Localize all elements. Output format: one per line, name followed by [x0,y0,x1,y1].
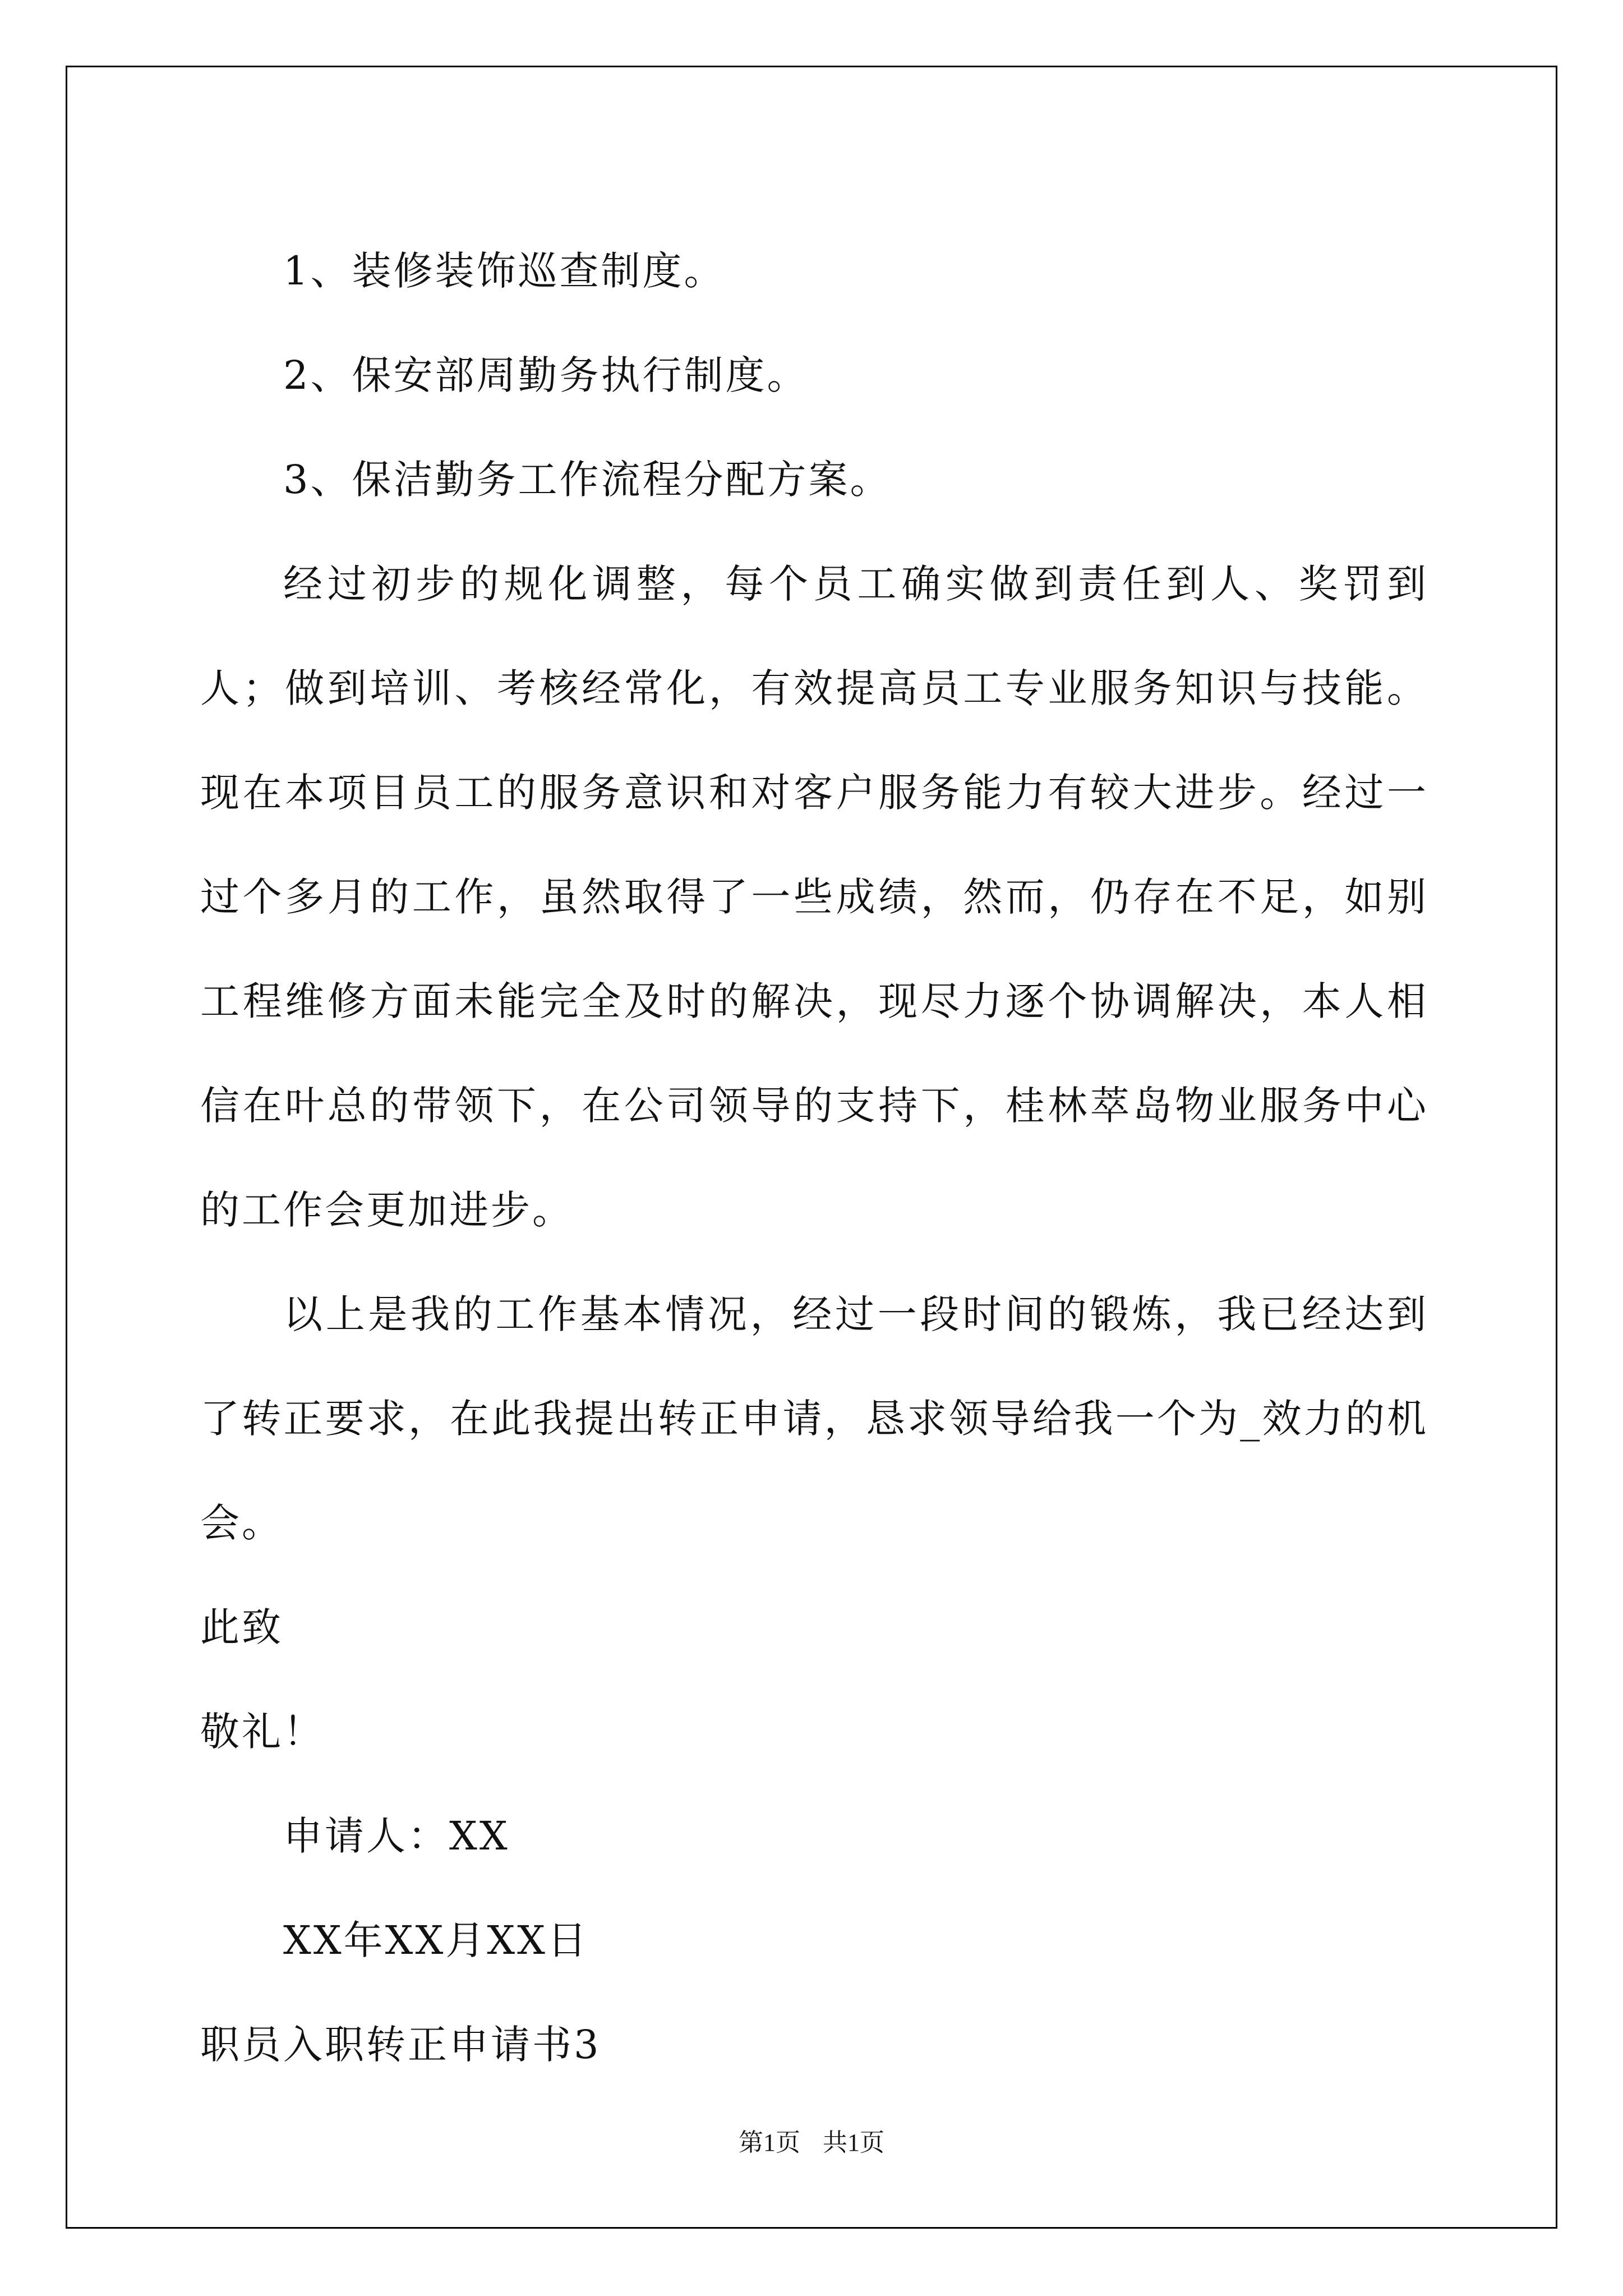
list-item-1: 1、装修装饰巡查制度。 [283,248,726,294]
next-section-title: 职员入职转正申请书3 [200,2022,601,2068]
body-paragraph-request: 以上是我的工作基本情况，经过一段时间的锻炼，我已经达到了转正要求，在此我提出转正申请，恳求领导给我一个为_效力的机会。 [200,1291,1428,1546]
list-item-3: 3、保洁勤务工作流程分配方案。 [283,457,892,503]
signature-date: XX年XX月XX日 [283,1917,589,1963]
closing-regards: 敬礼！ [200,1709,325,1755]
applicant-signature: 申请人：XX [283,1813,510,1859]
page-number: 第1页 [739,2129,800,2156]
list-item-2: 2、保安部周勤务执行制度。 [283,352,809,398]
page-footer [0,2126,1623,2160]
page-total: 共1页 [823,2129,884,2156]
closing-salutation: 此致 [200,1604,283,1650]
document-body [200,219,1428,2097]
body-paragraph-progress: 经过初步的规化调整，每个员工确实做到责任到人、奖罚到人；做到培训、考核经常化，有效提高员工专业服务知识与技能。现在本项目员工的服务意识和对客户服务能力有较大进步。经过一过个多月的工作，虽然取得了一些成绩，然而，仍存在不足，如别工程维修方面未能完全及时的解决，现尽力逐个协调解决，本人相信在叶总的带领下，在公司领导的支持下，桂林萃岛物业服务中心的工作会更加进步。 [200,561,1428,1233]
